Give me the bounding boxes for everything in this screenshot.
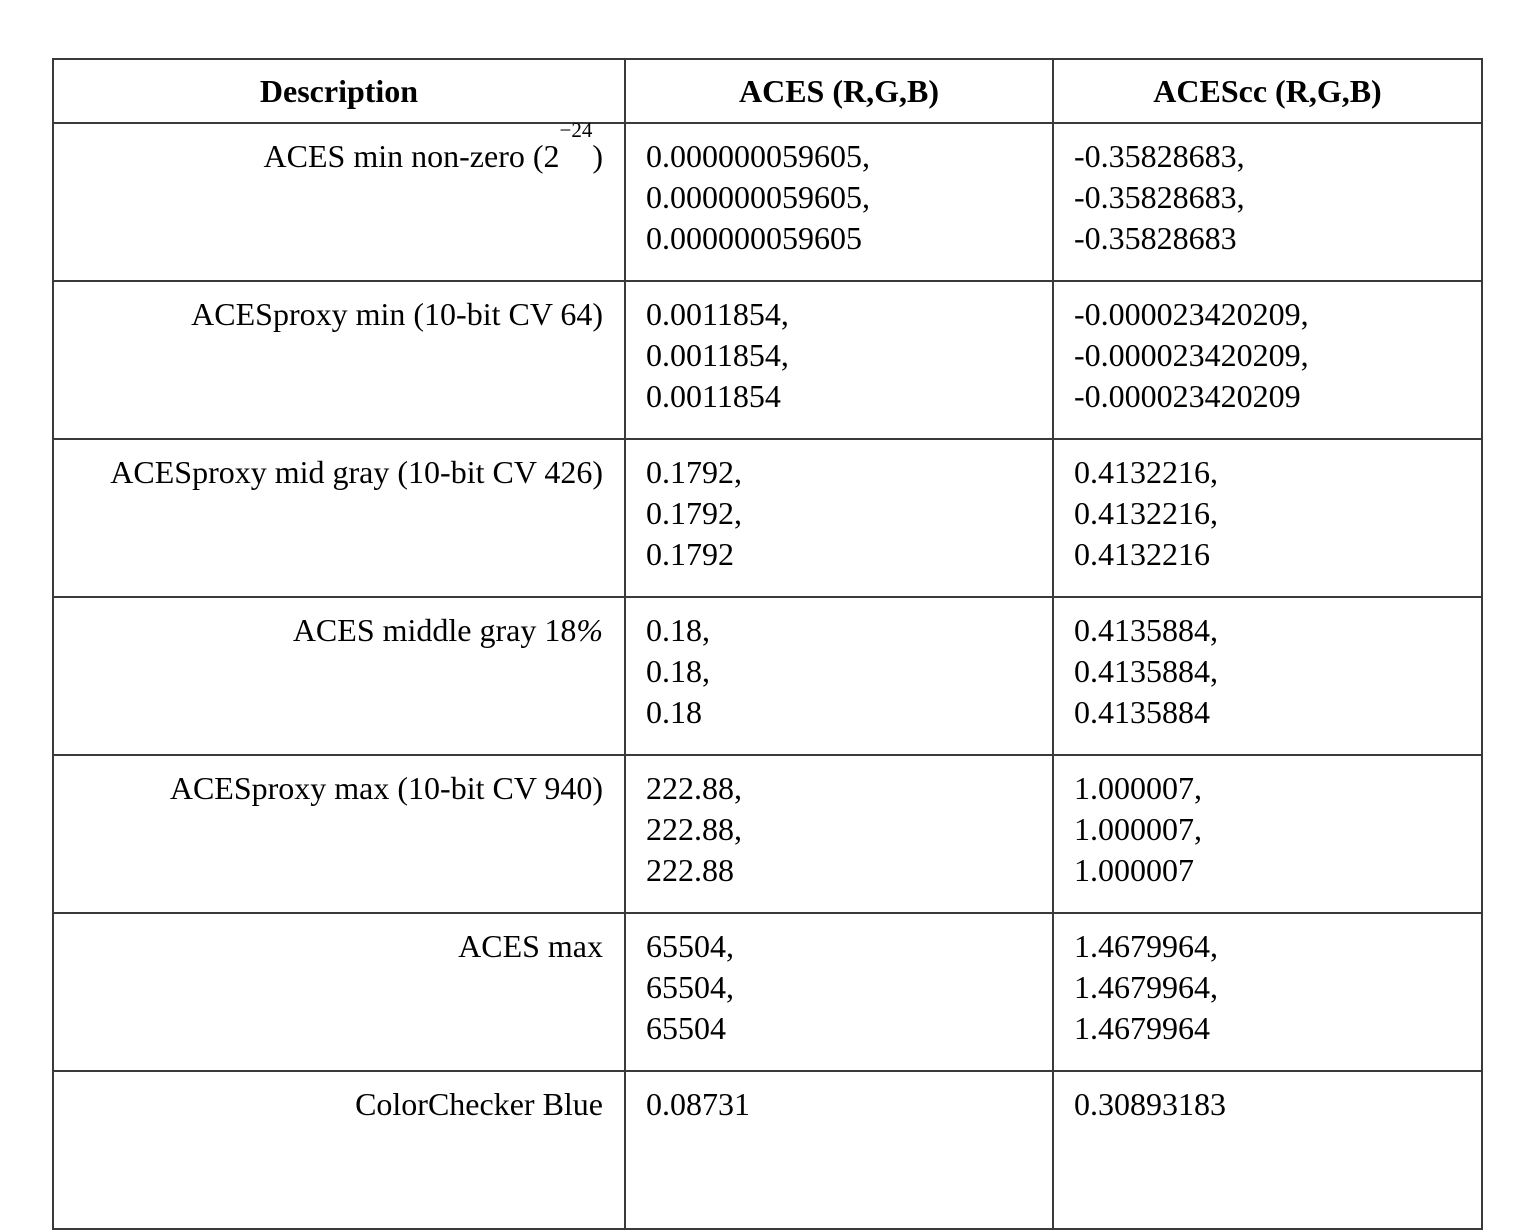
aces-rgb-cell [625,755,1053,913]
aces-r: 0.1792, [646,454,742,490]
acescc-r: -0.000023420209, [1074,296,1309,332]
acescc-rgb-cell [1053,597,1482,755]
exponent: −24 [559,118,593,142]
row-description [53,597,625,755]
aces-g: 65504, [646,969,734,1005]
acescc-rgb-cell [1053,755,1482,913]
aces-r: 0.000000059605, [646,138,870,174]
acescc-g: 0.4132216, [1074,495,1218,531]
row-description: ColorChecker Blue [53,1071,625,1229]
acescc-b: 1.000007 [1074,852,1194,888]
table-row [53,1071,1482,1229]
row-description: ACESproxy min (10-bit CV 64) [53,281,625,439]
table-row [53,439,1482,597]
table-header-row [53,59,1482,123]
aces-b: 65504 [646,1010,726,1046]
header-description: Description [53,59,625,123]
aces-r: 0.0011854, [646,296,789,332]
acescc-r: 0.4135884, [1074,612,1218,648]
acescc-r: 0.30893183 [1074,1086,1226,1122]
aces-values-table [52,58,1483,1230]
aces-rgb-cell [625,439,1053,597]
description-text: ACES middle gray 18 [292,612,577,648]
description-suffix: ) [592,138,603,174]
table-row [53,597,1482,755]
acescc-g: 0.4135884, [1074,653,1218,689]
row-description: ACESproxy max (10-bit CV 940) [53,755,625,913]
acescc-g: -0.000023420209, [1074,337,1309,373]
description-text: ACES min non-zero (2 [263,138,560,174]
aces-b: 0.18 [646,694,702,730]
acescc-b: -0.35828683 [1074,220,1237,256]
aces-b: 0.000000059605 [646,220,862,256]
aces-rgb-cell [625,123,1053,281]
aces-r: 222.88, [646,770,742,806]
acescc-g: -0.35828683, [1074,179,1245,215]
acescc-rgb-cell [1053,281,1482,439]
table-row [53,913,1482,1071]
acescc-g: 1.4679964, [1074,969,1218,1005]
table-row [53,281,1482,439]
aces-rgb-cell [625,1071,1053,1229]
header-acescc-rgb: ACEScc (R,G,B) [1053,59,1482,123]
acescc-r: 0.4132216, [1074,454,1218,490]
table-row [53,123,1482,281]
aces-g: 0.0011854, [646,337,789,373]
acescc-b: -0.000023420209 [1074,378,1301,414]
aces-g: 222.88, [646,811,742,847]
acescc-b: 1.4679964 [1074,1010,1210,1046]
acescc-rgb-cell [1053,913,1482,1071]
aces-b: 222.88 [646,852,734,888]
aces-g: 0.000000059605, [646,179,870,215]
aces-r: 65504, [646,928,734,964]
row-description: ACESproxy mid gray (10-bit CV 426) [53,439,625,597]
aces-b: 0.0011854 [646,378,781,414]
acescc-rgb-cell [1053,123,1482,281]
aces-rgb-cell [625,281,1053,439]
row-description [53,118,625,281]
acescc-r: 1.4679964, [1074,928,1218,964]
acescc-r: 1.000007, [1074,770,1202,806]
acescc-rgb-cell [1053,439,1482,597]
previous-text-line-clipped [0,0,1524,4]
aces-r: 0.18, [646,612,710,648]
header-aces-rgb: ACES (R,G,B) [625,59,1053,123]
acescc-b: 0.4135884 [1074,694,1210,730]
aces-b: 0.1792 [646,536,734,572]
acescc-rgb-cell [1053,1071,1482,1229]
aces-g: 0.18, [646,653,710,689]
aces-r: 0.08731 [646,1086,750,1122]
acescc-r: -0.35828683, [1074,138,1245,174]
aces-g: 0.1792, [646,495,742,531]
row-description: ACES max [53,913,625,1071]
acescc-g: 1.000007, [1074,811,1202,847]
acescc-b: 0.4132216 [1074,536,1210,572]
table-row [53,755,1482,913]
percent-sign: % [576,612,603,648]
aces-rgb-cell [625,597,1053,755]
aces-rgb-cell [625,913,1053,1071]
